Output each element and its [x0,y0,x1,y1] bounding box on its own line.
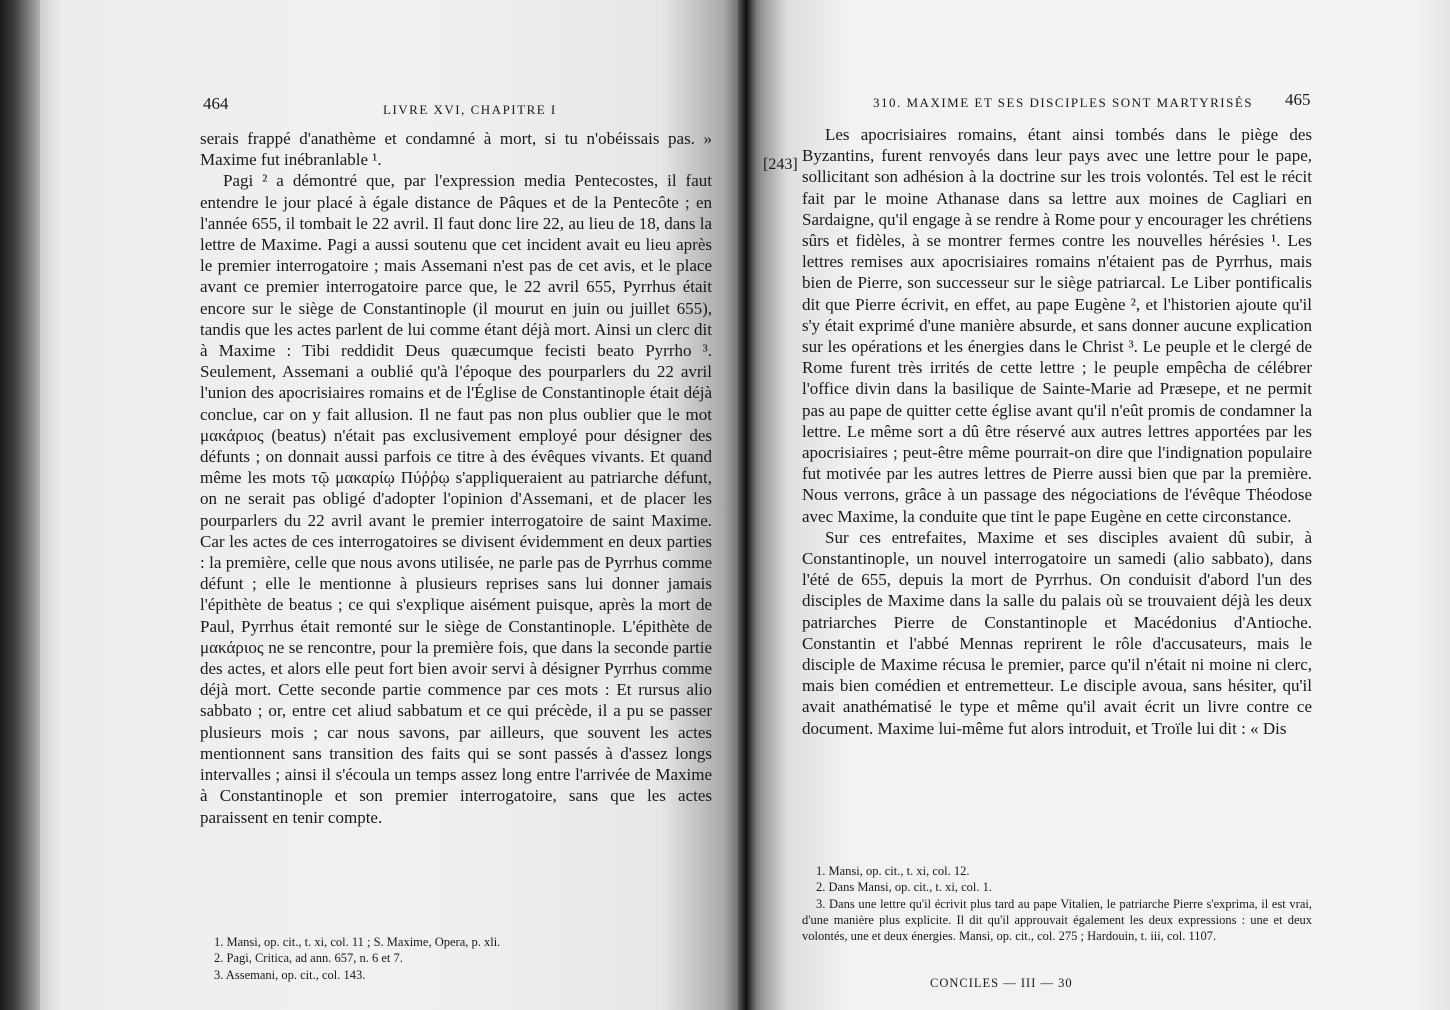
running-head-left: LIVRE XVI, CHAPITRE I [383,102,557,117]
right-footnote-1: 1. Mansi, op. cit., t. xi, col. 12. [816,864,970,878]
left-footnote-1: 1. Mansi, op. cit., t. xi, col. 11 ; S. Maxime, Opera, p. xli. [214,935,501,949]
left-footnote-2: 2. Pagi, Critica, ad ann. 657, n. 6 et 7. [214,951,403,966]
right-paragraph-1: Les apocrisiaires romains, étant ainsi tombés dans le piège des Byzantins, furent renvoyés dans leur pays avec une lettre pour le pape, sollicitant son adhésion à la doctrine sur les trois volontés. Tel est le récit fait par le moine Athanase dans sa lettre aux moines de Cagliari en Sardaigne, qu'il engage à se rendre à Rome pour y encourager les chrétiens sûrs et fidèles, à se montrer fermes contre les nouvelles hérésies ¹. Les lettres remises aux apocrisiaires romains n'étaient pas de Pyrrhus, mais bien de Pierre, son successeur sur le siège patriarcal. Le Liber pontificalis dit que Pierre écrivit, en effet, au pape Eugène ², et l'historien ajoute qu'il s'y était exprimé d'une manière absurde, et sans donner aucune explication sur les opérations et les énergies dans le Christ ³. Le peuple et le clergé de Rome furent très irrités de cette lettre ; le peuple empêcha de célébrer l'office divin dans la basilique de Sainte-Marie ad Præsepe, et ne permit pas au pape de quitter cette église avant qu'il n'eût promis de condamner la lettre. Le même sort a dû être réservé aux autres lettres apportées par les apocrisiaires ; peut-être même pourrait-on dire que l'indignation populaire fut motivée par les autres lettres de Pierre aussi bien que par la première. Nous verrons, grâce à un passage des négociations de l'évêque Théodose avec Maxime, la conduite que tint le pape Eugène en cette circonstance. [802,125,1312,526]
right-page [745,0,1450,1010]
right-body [802,124,1312,739]
page-number-right: 465 [1285,90,1311,109]
left-footnotes [200,934,712,983]
left-page [40,0,745,1010]
running-head-right: 310. MAXIME ET SES DISCIPLES SONT MARTYRISÉS [873,95,1254,110]
right-paragraph-2: Sur ces entrefaites, Maxime et ses disciples avaient dû subir, à Constantinople, un nouvel interrogatoire un samedi (alio sabbato), dans l'été de 655, depuis la mort de Pyrrhus. On conduisit d'abord l'un des disciples de Maxime dans la salle du palais où se trouvaient déjà les deux patriarches Pierre de Constantinople et Macédonius d'Antioche. Constantin et l'abbé Mennas reprirent le rôle d'accusateurs, mais le disciple de Maxime récusa le premier, parce qu'il n'était ni moine ni clerc, mais bien comédien et entremetteur. Le disciple avoua, sans hésiter, qu'il avait anathématisé le type et même qu'il avait écrit un livre contre ce document. Maxime lui-même fut alors introduit, et Troïle lui dit : « Dis [802,527,1312,738]
left-body [200,128,712,828]
page-number-left: 464 [203,94,229,113]
left-paragraph-1: serais frappé d'anathème et condamné à mort, si tu n'obéissais pas. » Maxime fut inébranlable ¹. [200,129,712,170]
margin-reference: [243] [763,156,798,173]
right-footnote-2: 2. Dans Mansi, op. cit., t. xi, col. 1. [816,880,993,895]
left-paragraph-2: Pagi ² a démontré que, par l'expression media Pentecostes, il faut entendre le jour placé à égale distance de Pâques et de la Pentecôte ; en l'année 655, il tombait le 22 avril. Il faut donc lire 22, au lieu de 18, dans la lettre de Maxime. Pagi a aussi soutenu que cet incident avait eu lieu après le premier interrogatoire ; mais Assemani n'est pas de cet avis, et le place avant ce premier interrogatoire parce que, le 22 avril 655, Pyrrhus était encore sur le siège de Constantinople (il mourut en juin ou juillet 655), tandis que les actes parlent de lui comme étant déjà mort. Ainsi un clerc dit à Maxime : Tibi reddidit Deus quæcumque fecisti beato Pyrrho ³. Seulement, Assemani a oublié qu'à l'époque des pourparlers du 22 avril l'union des apocrisiaires romains et de l'Église de Constantinople était déjà conclue, car on y fait allusion. Il ne faut pas non plus oublier que le mot μακάριος (beatus) n'était pas exclusivement employé pour désigner des défunts ; on donnait aussi parfois ce titre à des évêques vivants. Et quand même les mots τῷ μακαρίῳ Πύῤῥῳ s'appliqueraient au patriarche défunt, on ne serait pas obligé d'adopter l'opinion d'Assemani, et de placer les pourparlers du 22 avril avant le premier interrogatoire de saint Maxime. Car les actes de ces interrogatoires se divisent évidemment en deux parties : la première, celle que nous avons utilisée, ne parle pas de Pyrrhus comme défunt ; elle le mentionne à plusieurs reprises sans lui donner jamais l'épithète de beatus ; ce qui s'explique aisément puisque, après la mort de Paul, Pyrrhus était remonté sur le siège de Constantinople. L'épithète de μακάριος ne se rencontre, pour la première fois, que dans la seconde partie des actes, et alors elle peut fort bien avoir servi à désigner Pyrrhus comme déjà mort. Cette seconde partie commence par ces mots : Et rursus alio sabbato ; or, entre cet aliud sabbatum et ce qui précède, il a pu se passer plusieurs mois ; car nous savons, par ailleurs, que souvent les actes mentionnent sans transition des faits qui se sont passés à d'assez longs intervalles ; ainsi il s'écoula un temps assez long entre l'arrivée de Maxime à Constantinople et son premier interrogatoire, sans que les actes paraissent en tenir compte. [200,171,712,827]
right-footnote-3: 3. Dans une lettre qu'il écrivit plus tard au pape Vitalien, le patriarche Pierre s'exprima, il est vrai, d'une manière plus explicite. Il dit qu'il approuvait également les deux expressions : une et deux volontés, une et deux énergies. Mansi, op. cit., col. 275 ; Hardouin, t. iii, col. 1107. [802,896,1312,944]
left-footnote-3: 3. Assemani, op. cit., col. 143. [214,967,366,982]
right-footnotes [802,863,1312,944]
book-gutter [738,0,756,1010]
signature-mark: CONCILES — III — 30 [930,976,1073,990]
